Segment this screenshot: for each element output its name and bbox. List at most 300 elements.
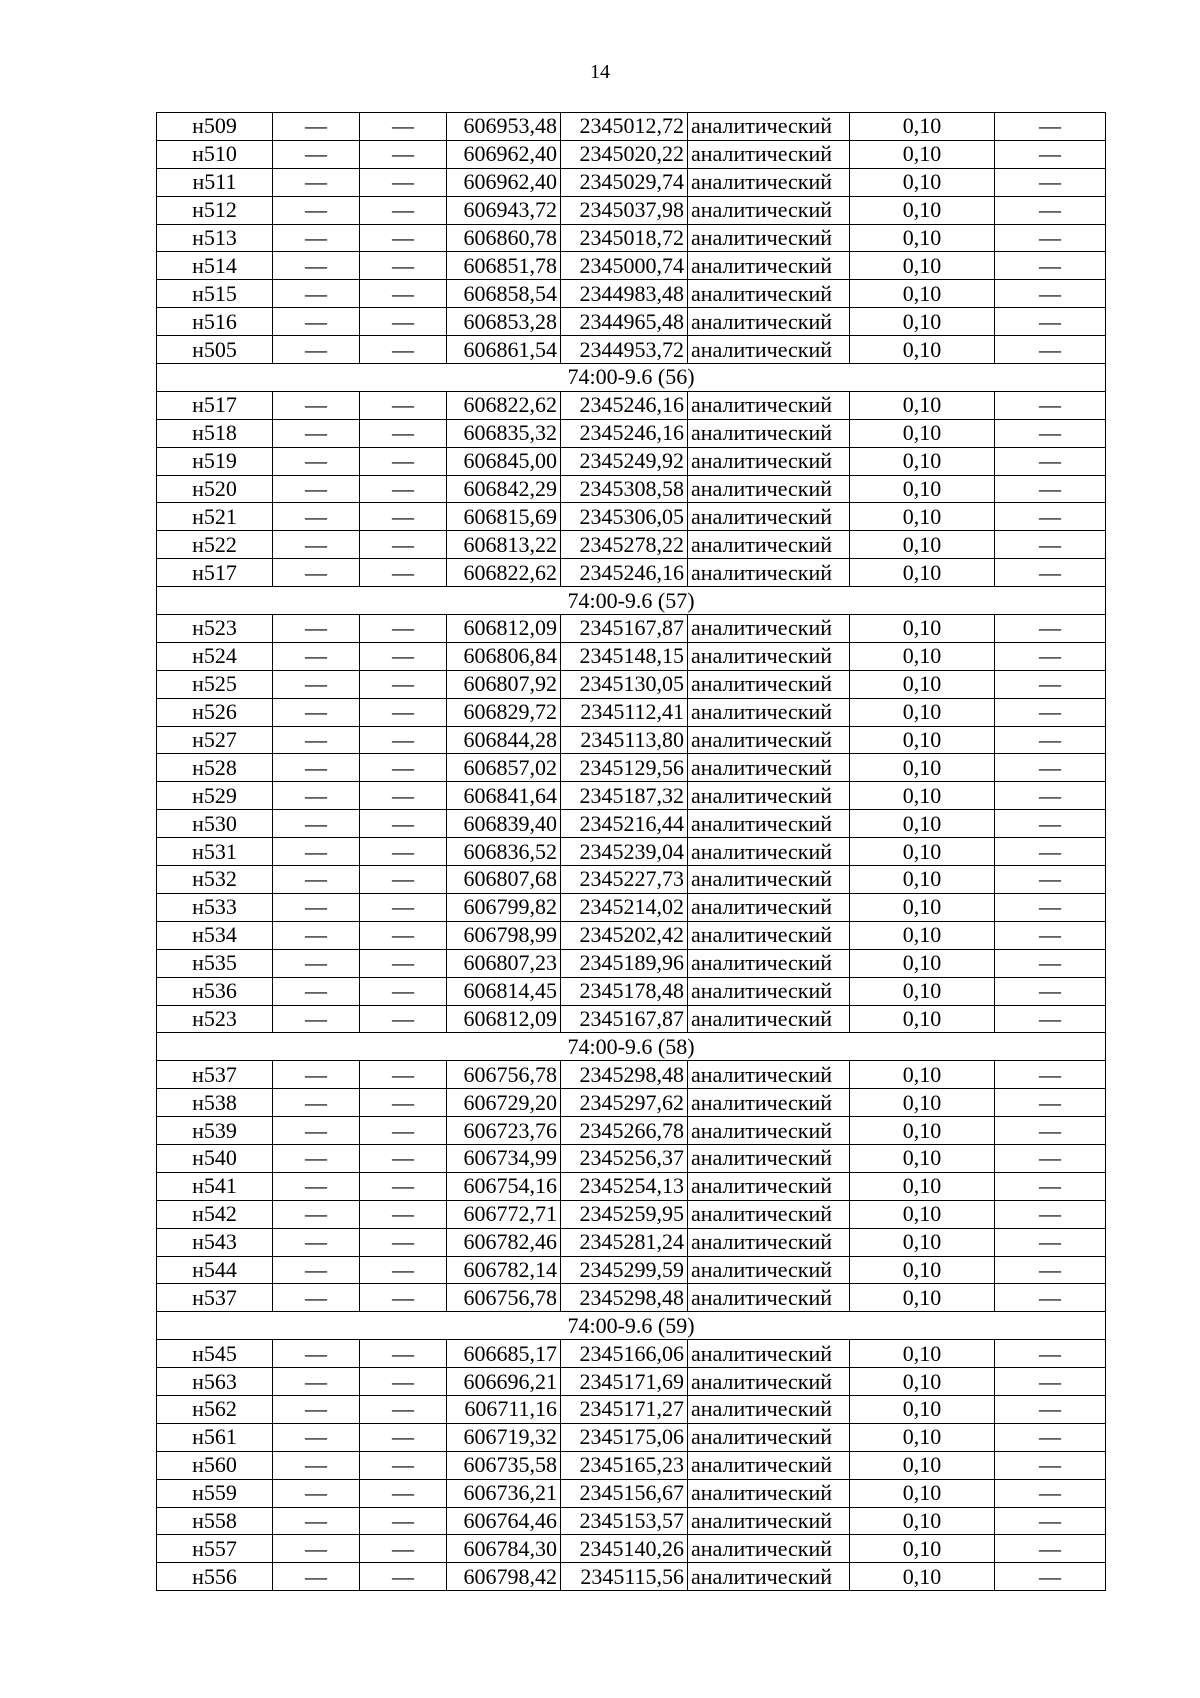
point-id-cell: н560	[157, 1451, 273, 1479]
x-coordinate-cell: 606815,69	[447, 503, 561, 531]
table-row	[157, 140, 1106, 168]
dash-cell: —	[995, 308, 1106, 336]
point-id-cell: н510	[157, 140, 273, 168]
y-coordinate-cell: 2345167,87	[561, 615, 688, 643]
dash-cell: —	[995, 1200, 1106, 1228]
method-cell: аналитический	[688, 1200, 850, 1228]
table-row	[157, 336, 1106, 364]
dash-cell: —	[995, 1284, 1106, 1312]
table-row	[157, 1089, 1106, 1117]
dash-cell: —	[273, 224, 360, 252]
error-cell: 0,10	[850, 140, 995, 168]
dash-cell: —	[273, 475, 360, 503]
dash-cell: —	[360, 447, 447, 475]
point-id-cell: н532	[157, 866, 273, 894]
y-coordinate-cell: 2345214,02	[561, 893, 688, 921]
x-coordinate-cell: 606764,46	[447, 1507, 561, 1535]
point-id-cell: н523	[157, 1005, 273, 1033]
y-coordinate-cell: 2345239,04	[561, 838, 688, 866]
point-id-cell: н517	[157, 391, 273, 419]
x-coordinate-cell: 606813,22	[447, 531, 561, 559]
dash-cell: —	[995, 642, 1106, 670]
dash-cell: —	[273, 977, 360, 1005]
method-cell: аналитический	[688, 1284, 850, 1312]
dash-cell: —	[360, 642, 447, 670]
point-id-cell: н545	[157, 1340, 273, 1368]
y-coordinate-cell: 2345306,05	[561, 503, 688, 531]
x-coordinate-cell: 606844,28	[447, 726, 561, 754]
error-cell: 0,10	[850, 698, 995, 726]
x-coordinate-cell: 606723,76	[447, 1117, 561, 1145]
dash-cell: —	[273, 866, 360, 894]
x-coordinate-cell: 606754,16	[447, 1172, 561, 1200]
dash-cell: —	[995, 726, 1106, 754]
dash-cell: —	[995, 782, 1106, 810]
dash-cell: —	[995, 1228, 1106, 1256]
table-row	[157, 1172, 1106, 1200]
error-cell: 0,10	[850, 391, 995, 419]
dash-cell: —	[995, 1535, 1106, 1563]
x-coordinate-cell: 606812,09	[447, 1005, 561, 1033]
x-coordinate-cell: 606806,84	[447, 642, 561, 670]
x-coordinate-cell: 606962,40	[447, 140, 561, 168]
y-coordinate-cell: 2345156,67	[561, 1479, 688, 1507]
dash-cell: —	[995, 559, 1106, 587]
point-id-cell: н556	[157, 1563, 273, 1591]
point-id-cell: н541	[157, 1172, 273, 1200]
dash-cell: —	[273, 1563, 360, 1591]
error-cell: 0,10	[850, 1423, 995, 1451]
error-cell: 0,10	[850, 949, 995, 977]
error-cell: 0,10	[850, 1368, 995, 1396]
y-coordinate-cell: 2345298,48	[561, 1061, 688, 1089]
y-coordinate-cell: 2345018,72	[561, 224, 688, 252]
point-id-cell: н558	[157, 1507, 273, 1535]
method-cell: аналитический	[688, 419, 850, 447]
dash-cell: —	[273, 1061, 360, 1089]
method-cell: аналитический	[688, 782, 850, 810]
point-id-cell: н505	[157, 336, 273, 364]
dash-cell: —	[360, 1423, 447, 1451]
dash-cell: —	[995, 140, 1106, 168]
x-coordinate-cell: 606756,78	[447, 1284, 561, 1312]
x-coordinate-cell: 606798,99	[447, 921, 561, 949]
x-coordinate-cell: 606953,48	[447, 113, 561, 141]
dash-cell: —	[360, 1144, 447, 1172]
error-cell: 0,10	[850, 1340, 995, 1368]
point-id-cell: н514	[157, 252, 273, 280]
dash-cell: —	[273, 754, 360, 782]
y-coordinate-cell: 2345189,96	[561, 949, 688, 977]
dash-cell: —	[995, 196, 1106, 224]
point-id-cell: н509	[157, 113, 273, 141]
dash-cell: —	[273, 1451, 360, 1479]
method-cell: аналитический	[688, 670, 850, 698]
table-row	[157, 642, 1106, 670]
y-coordinate-cell: 2345278,22	[561, 531, 688, 559]
method-cell: аналитический	[688, 224, 850, 252]
error-cell: 0,10	[850, 810, 995, 838]
table-row	[157, 754, 1106, 782]
method-cell: аналитический	[688, 1535, 850, 1563]
y-coordinate-cell: 2344965,48	[561, 308, 688, 336]
dash-cell: —	[995, 475, 1106, 503]
dash-cell: —	[360, 113, 447, 141]
x-coordinate-cell: 606735,58	[447, 1451, 561, 1479]
dash-cell: —	[360, 1451, 447, 1479]
error-cell: 0,10	[850, 1200, 995, 1228]
x-coordinate-cell: 606812,09	[447, 615, 561, 643]
error-cell: 0,10	[850, 475, 995, 503]
dash-cell: —	[995, 921, 1106, 949]
dash-cell: —	[995, 1256, 1106, 1284]
dash-cell: —	[995, 224, 1106, 252]
dash-cell: —	[360, 1284, 447, 1312]
dash-cell: —	[995, 1144, 1106, 1172]
error-cell: 0,10	[850, 1395, 995, 1423]
dash-cell: —	[995, 1172, 1106, 1200]
point-id-cell: н535	[157, 949, 273, 977]
method-cell: аналитический	[688, 921, 850, 949]
dash-cell: —	[995, 1117, 1106, 1145]
table-row	[157, 1507, 1106, 1535]
method-cell: аналитический	[688, 308, 850, 336]
point-id-cell: н538	[157, 1089, 273, 1117]
error-cell: 0,10	[850, 1535, 995, 1563]
error-cell: 0,10	[850, 1144, 995, 1172]
dash-cell: —	[995, 252, 1106, 280]
x-coordinate-cell: 606782,46	[447, 1228, 561, 1256]
error-cell: 0,10	[850, 1284, 995, 1312]
dash-cell: —	[360, 949, 447, 977]
section-row	[157, 364, 1106, 392]
dash-cell: —	[273, 726, 360, 754]
x-coordinate-cell: 606814,45	[447, 977, 561, 1005]
x-coordinate-cell: 606841,64	[447, 782, 561, 810]
x-coordinate-cell: 606943,72	[447, 196, 561, 224]
dash-cell: —	[360, 726, 447, 754]
x-coordinate-cell: 606734,99	[447, 1144, 561, 1172]
dash-cell: —	[273, 196, 360, 224]
dash-cell: —	[273, 336, 360, 364]
error-cell: 0,10	[850, 1005, 995, 1033]
method-cell: аналитический	[688, 698, 850, 726]
dash-cell: —	[360, 1089, 447, 1117]
dash-cell: —	[995, 977, 1106, 1005]
point-id-cell: н562	[157, 1395, 273, 1423]
dash-cell: —	[995, 1563, 1106, 1591]
x-coordinate-cell: 606711,16	[447, 1395, 561, 1423]
method-cell: аналитический	[688, 1479, 850, 1507]
point-id-cell: н534	[157, 921, 273, 949]
table-row	[157, 670, 1106, 698]
x-coordinate-cell: 606845,00	[447, 447, 561, 475]
dash-cell: —	[360, 391, 447, 419]
dash-cell: —	[995, 893, 1106, 921]
y-coordinate-cell: 2345175,06	[561, 1423, 688, 1451]
point-id-cell: н531	[157, 838, 273, 866]
section-row	[157, 587, 1106, 615]
dash-cell: —	[273, 1117, 360, 1145]
table-row	[157, 113, 1106, 141]
dash-cell: —	[273, 280, 360, 308]
method-cell: аналитический	[688, 893, 850, 921]
error-cell: 0,10	[850, 1061, 995, 1089]
error-cell: 0,10	[850, 1563, 995, 1591]
method-cell: аналитический	[688, 726, 850, 754]
dash-cell: —	[995, 670, 1106, 698]
dash-cell: —	[995, 113, 1106, 141]
dash-cell: —	[273, 698, 360, 726]
point-id-cell: н544	[157, 1256, 273, 1284]
dash-cell: —	[360, 921, 447, 949]
x-coordinate-cell: 606839,40	[447, 810, 561, 838]
dash-cell: —	[360, 1256, 447, 1284]
dash-cell: —	[995, 1479, 1106, 1507]
x-coordinate-cell: 606756,78	[447, 1061, 561, 1089]
dash-cell: —	[360, 475, 447, 503]
dash-cell: —	[360, 224, 447, 252]
y-coordinate-cell: 2344983,48	[561, 280, 688, 308]
table-row	[157, 1005, 1106, 1033]
table-row	[157, 726, 1106, 754]
x-coordinate-cell: 606782,14	[447, 1256, 561, 1284]
dash-cell: —	[360, 810, 447, 838]
x-coordinate-cell: 606807,68	[447, 866, 561, 894]
y-coordinate-cell: 2345246,16	[561, 419, 688, 447]
dash-cell: —	[273, 782, 360, 810]
table-row	[157, 1284, 1106, 1312]
table-row	[157, 308, 1106, 336]
point-id-cell: н512	[157, 196, 273, 224]
method-cell: аналитический	[688, 1563, 850, 1591]
method-cell: аналитический	[688, 1368, 850, 1396]
point-id-cell: н539	[157, 1117, 273, 1145]
point-id-cell: н523	[157, 615, 273, 643]
x-coordinate-cell: 606861,54	[447, 336, 561, 364]
error-cell: 0,10	[850, 531, 995, 559]
method-cell: аналитический	[688, 1228, 850, 1256]
dash-cell: —	[273, 1172, 360, 1200]
dash-cell: —	[273, 670, 360, 698]
method-cell: аналитический	[688, 503, 850, 531]
error-cell: 0,10	[850, 447, 995, 475]
x-coordinate-cell: 606807,92	[447, 670, 561, 698]
x-coordinate-cell: 606858,54	[447, 280, 561, 308]
dash-cell: —	[360, 1368, 447, 1396]
dash-cell: —	[360, 1507, 447, 1535]
dash-cell: —	[273, 642, 360, 670]
x-coordinate-cell: 606829,72	[447, 698, 561, 726]
table-row	[157, 949, 1106, 977]
method-cell: аналитический	[688, 1395, 850, 1423]
method-cell: аналитический	[688, 252, 850, 280]
x-coordinate-cell: 606799,82	[447, 893, 561, 921]
dash-cell: —	[273, 447, 360, 475]
point-id-cell: н524	[157, 642, 273, 670]
method-cell: аналитический	[688, 113, 850, 141]
error-cell: 0,10	[850, 1117, 995, 1145]
method-cell: аналитический	[688, 615, 850, 643]
dash-cell: —	[995, 1368, 1106, 1396]
x-coordinate-cell: 606696,21	[447, 1368, 561, 1396]
point-id-cell: н528	[157, 754, 273, 782]
point-id-cell: н540	[157, 1144, 273, 1172]
table-row	[157, 921, 1106, 949]
point-id-cell: н542	[157, 1200, 273, 1228]
y-coordinate-cell: 2345281,24	[561, 1228, 688, 1256]
dash-cell: —	[273, 615, 360, 643]
y-coordinate-cell: 2345153,57	[561, 1507, 688, 1535]
x-coordinate-cell: 606860,78	[447, 224, 561, 252]
y-coordinate-cell: 2345113,80	[561, 726, 688, 754]
y-coordinate-cell: 2344953,72	[561, 336, 688, 364]
error-cell: 0,10	[850, 921, 995, 949]
table-row	[157, 559, 1106, 587]
y-coordinate-cell: 2345166,06	[561, 1340, 688, 1368]
dash-cell: —	[273, 419, 360, 447]
error-cell: 0,10	[850, 1089, 995, 1117]
error-cell: 0,10	[850, 866, 995, 894]
dash-cell: —	[360, 1061, 447, 1089]
dash-cell: —	[273, 838, 360, 866]
dash-cell: —	[995, 503, 1106, 531]
y-coordinate-cell: 2345246,16	[561, 559, 688, 587]
x-coordinate-cell: 606822,62	[447, 559, 561, 587]
table-row	[157, 698, 1106, 726]
dash-cell: —	[273, 1368, 360, 1396]
x-coordinate-cell: 606719,32	[447, 1423, 561, 1451]
dash-cell: —	[360, 1479, 447, 1507]
table-row	[157, 1451, 1106, 1479]
dash-cell: —	[995, 1061, 1106, 1089]
method-cell: аналитический	[688, 1144, 850, 1172]
y-coordinate-cell: 2345112,41	[561, 698, 688, 726]
method-cell: аналитический	[688, 140, 850, 168]
dash-cell: —	[995, 1089, 1106, 1117]
method-cell: аналитический	[688, 642, 850, 670]
dash-cell: —	[273, 1228, 360, 1256]
error-cell: 0,10	[850, 196, 995, 224]
dash-cell: —	[360, 866, 447, 894]
table-row	[157, 419, 1106, 447]
dash-cell: —	[273, 810, 360, 838]
x-coordinate-cell: 606685,17	[447, 1340, 561, 1368]
dash-cell: —	[360, 503, 447, 531]
dash-cell: —	[360, 615, 447, 643]
dash-cell: —	[360, 252, 447, 280]
dash-cell: —	[273, 1256, 360, 1284]
method-cell: аналитический	[688, 754, 850, 782]
method-cell: аналитический	[688, 1172, 850, 1200]
dash-cell: —	[995, 336, 1106, 364]
dash-cell: —	[360, 308, 447, 336]
y-coordinate-cell: 2345000,74	[561, 252, 688, 280]
dash-cell: —	[360, 1395, 447, 1423]
dash-cell: —	[360, 1005, 447, 1033]
point-id-cell: н517	[157, 559, 273, 587]
dash-cell: —	[360, 531, 447, 559]
table-row	[157, 224, 1106, 252]
error-cell: 0,10	[850, 336, 995, 364]
point-id-cell: н515	[157, 280, 273, 308]
y-coordinate-cell: 2345187,32	[561, 782, 688, 810]
table-row	[157, 1228, 1106, 1256]
method-cell: аналитический	[688, 447, 850, 475]
table-row	[157, 893, 1106, 921]
error-cell: 0,10	[850, 1172, 995, 1200]
point-id-cell: н527	[157, 726, 273, 754]
dash-cell: —	[273, 949, 360, 977]
dash-cell: —	[360, 280, 447, 308]
error-cell: 0,10	[850, 168, 995, 196]
table-row	[157, 838, 1106, 866]
dash-cell: —	[273, 1479, 360, 1507]
point-id-cell: н537	[157, 1061, 273, 1089]
method-cell: аналитический	[688, 391, 850, 419]
dash-cell: —	[273, 921, 360, 949]
method-cell: аналитический	[688, 1423, 850, 1451]
method-cell: аналитический	[688, 949, 850, 977]
dash-cell: —	[995, 280, 1106, 308]
section-label: 74:00-9.6 (56)	[157, 364, 1106, 392]
point-id-cell: н521	[157, 503, 273, 531]
table-row	[157, 1479, 1106, 1507]
x-coordinate-cell: 606736,21	[447, 1479, 561, 1507]
y-coordinate-cell: 2345165,23	[561, 1451, 688, 1479]
point-id-cell: н530	[157, 810, 273, 838]
y-coordinate-cell: 2345020,22	[561, 140, 688, 168]
y-coordinate-cell: 2345266,78	[561, 1117, 688, 1145]
dash-cell: —	[273, 893, 360, 921]
method-cell: аналитический	[688, 1256, 850, 1284]
error-cell: 0,10	[850, 113, 995, 141]
dash-cell: —	[995, 391, 1106, 419]
y-coordinate-cell: 2345256,37	[561, 1144, 688, 1172]
dash-cell: —	[360, 1535, 447, 1563]
dash-cell: —	[273, 168, 360, 196]
y-coordinate-cell: 2345297,62	[561, 1089, 688, 1117]
error-cell: 0,10	[850, 893, 995, 921]
method-cell: аналитический	[688, 280, 850, 308]
table-row	[157, 866, 1106, 894]
method-cell: аналитический	[688, 531, 850, 559]
dash-cell: —	[273, 1423, 360, 1451]
table-row	[157, 1368, 1106, 1396]
method-cell: аналитический	[688, 196, 850, 224]
dash-cell: —	[995, 866, 1106, 894]
table-row	[157, 1395, 1106, 1423]
y-coordinate-cell: 2345171,27	[561, 1395, 688, 1423]
dash-cell: —	[360, 168, 447, 196]
point-id-cell: н522	[157, 531, 273, 559]
dash-cell: —	[360, 670, 447, 698]
dash-cell: —	[273, 1200, 360, 1228]
y-coordinate-cell: 2345249,92	[561, 447, 688, 475]
error-cell: 0,10	[850, 224, 995, 252]
dash-cell: —	[273, 1144, 360, 1172]
dash-cell: —	[995, 531, 1106, 559]
dash-cell: —	[995, 1005, 1106, 1033]
dash-cell: —	[360, 1117, 447, 1145]
method-cell: аналитический	[688, 1117, 850, 1145]
point-id-cell: н520	[157, 475, 273, 503]
method-cell: аналитический	[688, 559, 850, 587]
y-coordinate-cell: 2345298,48	[561, 1284, 688, 1312]
dash-cell: —	[360, 1228, 447, 1256]
table-row	[157, 1256, 1106, 1284]
table-row	[157, 977, 1106, 1005]
